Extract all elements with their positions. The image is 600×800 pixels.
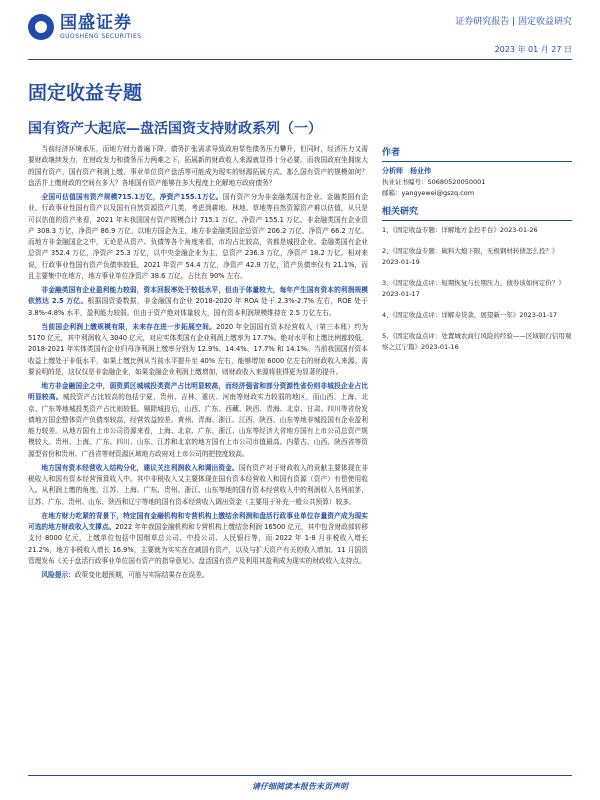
header-divider — [28, 59, 572, 60]
paragraph: 地方非金融国企之中，弱资质区城城投类资产占比明显较高，而经济强省和部分资源性省份则非城投企业占比明显较高。城投资产占比较高的包括宁夏、贵州、吉林、重庆、河南等财政实力较弱的地区，而山西、上海、北京、广东等地城投类资产占比则较低。剔除城投后，山西、广东、西藏、陕西、青海、北京、甘肃、四川等省份发债地方国企整体资产负债率较高，经营效益较差。黄州、青海、浙江、江西、陕西、山东等地非城投国有企业盈利能力较差。从地方国有上市公司资源来看，上海、北京、广东、浙江、山东等经济大省地方国有上市公司总资产规模较大。贵州、上海、广东、四川、山东、江苏和北京的地方国有上市公司市值最高。内蒙古、山西、陕西省等资源型省份和贵州、广西省等财资源区域地方政府对上市公司的把控度较高。 — [28, 382, 369, 458]
authors-heading: 作者 — [382, 148, 572, 162]
report-type: 证券研究报告 | 固定收益研究 — [455, 17, 572, 27]
logo-icon — [28, 14, 54, 40]
paragraph: 非金融类国有企业盈利能力较弱，资本回报率处于较低水平，但由于体量较大，每年产生国有资本的利润规模依然达 2.5 万亿。根据国资委数据，非金融国有企业 2018-2020 年 ROA 处于 2.3%-2.7% 左右，ROE 处于 3.8%-4.8% 水平，盈利能力较弱。但由于资产绝对体量较大，国有资本利润规模维持在 2.5 万亿左右。 — [28, 286, 368, 317]
report-title: 国有资产大起底—盘活国资支持财政系列（一） — [28, 121, 322, 137]
paragraph: 当前国企利润上缴规模有限，未来存在进一步拓展空间。2020 年全国国有资本经营收入（第三本账）约为 5170 亿元，其中利润收入 3040 亿元，对应实体类国有企业利润上缴率为 17.7%。绝对水平和上缴比例都较低。2018-2021 年实体类国有企业归母净利润上缴率分别为 12.9%、14.4%、17.7% 和 14.1%。当前我国国有资本收益上缴处于非低水平，如果上缴比例从当前水平提升至 40% 左右，能够增加 6000 亿左右的财政收入来源。需要说明的是，这仅仅是非金融企业，如果金融企业利润上缴增加，则财政收入来源将获得更为显著的提升。 — [28, 322, 368, 376]
paragraph: 地方国有资本经营收入结构分化，建议关注利润收入和调出资金。国有资产对于财政收入的贡献主要体现在非税收入和国有资本经营预算收入中。其中非税收入又主要体现在国有资本经营收入和国有资源（资产）有偿使用收入。从利润上缴的角度，江苏、上海、广东、贵州、浙江、山东等地的国有资本经营收入中的利润收入名列前茅，江苏、广东、贵州、山东、陕西和辽宁等地的国有资本经营收入调出资金（主要用于补充一般公共预算）较多。 — [28, 463, 369, 506]
logo-name-en: GUOSHENG SECURITIES — [60, 33, 142, 40]
sidebar — [382, 144, 572, 363]
footer-divider — [28, 775, 572, 776]
report-body — [28, 144, 368, 584]
related-item[interactable]: 2、《固定收益专题：破料大炮下限，无极钢材转债怎么投？》2023-01-19 — [382, 247, 559, 266]
logo-name-cn: 国盛证券 — [60, 13, 132, 33]
paragraph: 全国可估值国有资产规模715.1万亿，净资产155.1万亿。国有资产分为非金融类国有企业、金融类国有企业、行政事业性国有资产以及国有自然资源资产几类，考虑到耕地、林地、草地等自然资源资产难以估值，从只是可以估值的资产来看，2021 年末我国国有资产规模合计 715.1 万亿，净资产 155.1 万亿。非金融类国有企业资产 308.3 万亿，净资产 86.9 万亿，以地方国企为主，地方非金融类国企总资产 206.2 万亿，净资产 66.2 万亿。而地方非金融国企之中，无论是从资产、负债等各个角度来看，市均占比较高，省都是城投企业。金融类国有企业总资产 352.4 万亿，净资产 25.3 万亿，以中央金融企业为主，总资产 236.3 万亿，净资产 18.2 万亿。相对来说，行政事业性国有资产负债率较低，2021 年资产 54.4 万亿，净资产 42.9 万亿，资产负债率仅有 21.1%，而且主要集中在地方，地方事业单位净资产 38.6 万亿，占比在 90% 左右。 — [28, 193, 368, 280]
risk-warning: 风险提示：政策变化超预期，可能与实际结果存在误差。 — [41, 571, 209, 579]
related-item[interactable]: 5、《固定收益点评：处置城农商行风险的经验——区域银行信用观察之辽宁篇》2023-01-16 — [382, 332, 572, 351]
related-item[interactable]: 3、《固定收益点评：短期恢复与长期压力，债券该如何定价？》2023-01-17 — [382, 279, 565, 298]
footer-disclaimer: 请仔细阅读本报告末页声明 — [252, 782, 348, 791]
analyst-name: 分析师 杨业伟 — [382, 167, 431, 175]
analyst-email[interactable]: 邮箱：yangyewei@gszq.com — [382, 189, 475, 197]
company-logo — [28, 14, 142, 40]
related-item[interactable]: 1、《固定收益专题：详解地方金控平台》2023-01-26 — [382, 226, 538, 234]
related-heading: 相关研究 — [382, 207, 572, 221]
report-date: 2023 年 01 月 27 日 — [494, 45, 572, 54]
related-item[interactable]: 4、《固定收益点评：详解寿贷款，展望新一年》2023-01-17 — [382, 311, 558, 319]
paragraph: 当前经济环境承压，而地方财力普遍下降，债务扩张需求导致政府显性债务压力攀升，但同时，经济压力又需要财政继续发力，在财政发力和债务压力两难之下，拓展新的财政收入来源就显得十分必要。而我国政府坐拥庞大的国有资产，国有资产利润上缴、事业单位资产盘活等可能成为现实的财源拓展方式。那么国有资产的规模如何？盘活并上缴财政的空间有多大？各地国有资产能够在多大程度上化解地方政府债务？ — [28, 145, 368, 187]
certificate-number: 执业证书编号：S0680520050001 — [382, 178, 486, 186]
section-title: 固定收益专题 — [28, 82, 143, 104]
paragraph: 在地方财力吃紧的背景下，特定国有金融机构和专营机构上缴结余利润和盘活行政事业单位存量资产成为现实可选的地方财政收入支撑点。2022 年年我国金融机构和专营机构上缴结余利润 16500 亿元，其中包含财政部转移支付 8000 亿元，上缴单位包括中国烟草总公司、中投公司、人民银行等，而 2022 年 1-8 月非税收入增长 21.2%，地方非税收入增长 16.9%，主要就为实实在在减国有资产，以及与扩大资产有关的收入增加。11 月国资管理发布《关于盘活行政事业单位国有资产的指导意见》。盘活国有资产及利用其盈利成为现实的财政收入支持点。 — [28, 511, 369, 565]
report-header — [0, 0, 600, 60]
